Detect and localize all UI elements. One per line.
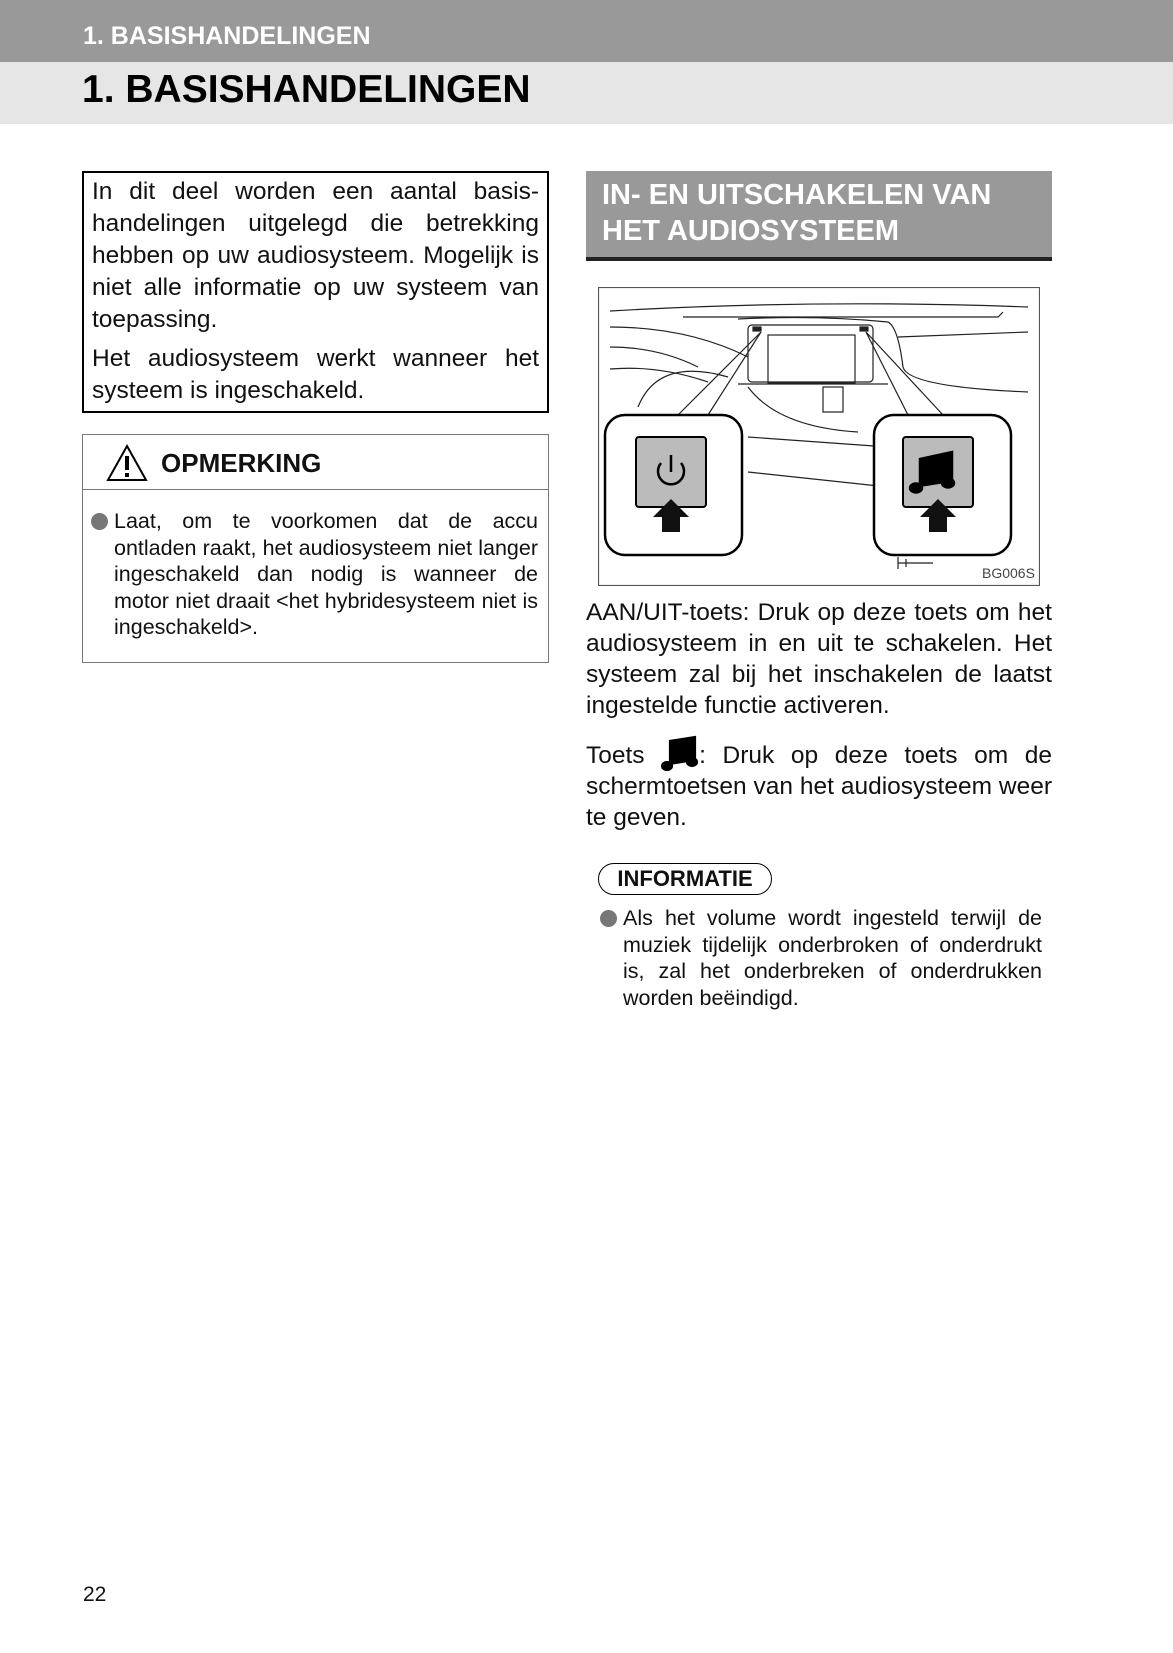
note-item: Laat, om te voorkomen dat de accu ontladen raakt, het audiosysteem niet langer ingeschakeld dan nodig is wanneer de motor niet draait <het hybridesysteem niet is ingeschakeld>. [83, 508, 538, 641]
note-title: OPMERKING [161, 448, 322, 478]
figure-code: BG006S [982, 565, 1035, 581]
running-header-text: 1. BASISHANDELINGEN [83, 22, 371, 50]
section-heading: IN- EN UITSCHAKELEN VAN HET AUDIOSYSTEEM [586, 171, 1052, 261]
note-header [83, 435, 548, 490]
chapter-title: 1. BASISHANDELINGEN [82, 68, 531, 111]
chapter-title-band [0, 62, 1173, 124]
running-header [0, 0, 1173, 62]
info-item: Als het volume wordt ingesteld terwijl de muziek tijdelijk onderbroken of onderdrukt is, zal het onderbreken of onderdrukken worden beëindigd. [592, 905, 1042, 1011]
warning-triangle-icon [105, 443, 149, 483]
intro-box [82, 171, 549, 413]
intro-paragraph-1: In dit deel worden een aantal basis-handelingen uitgelegd die betrekking hebben op uw audiosysteem. Mogelijk is niet alle informatie op uw systeem van toepassing. [92, 178, 539, 333]
bullet-icon [600, 910, 617, 927]
note-box [82, 434, 549, 663]
audio-button-description: Toets : Druk op deze toets om de schermtoetsen van het audiosysteem weer te geven. [586, 735, 1052, 833]
dashboard-illustration [598, 287, 1040, 586]
intro-paragraph-2: Het audiosysteem werkt wanneer het systeem is ingeschakeld. [92, 345, 539, 404]
info-label: INFORMATIE [598, 863, 772, 895]
page-number: 22 [83, 1583, 107, 1606]
music-note-icon [661, 735, 699, 771]
bullet-icon [91, 513, 108, 530]
power-button-description: AAN/UIT-toets: Druk op deze toets om het audiosysteem in en uit te schakelen. Het systeem zal bij het inschakelen de laatst ingestelde functie activeren. [586, 599, 1052, 719]
